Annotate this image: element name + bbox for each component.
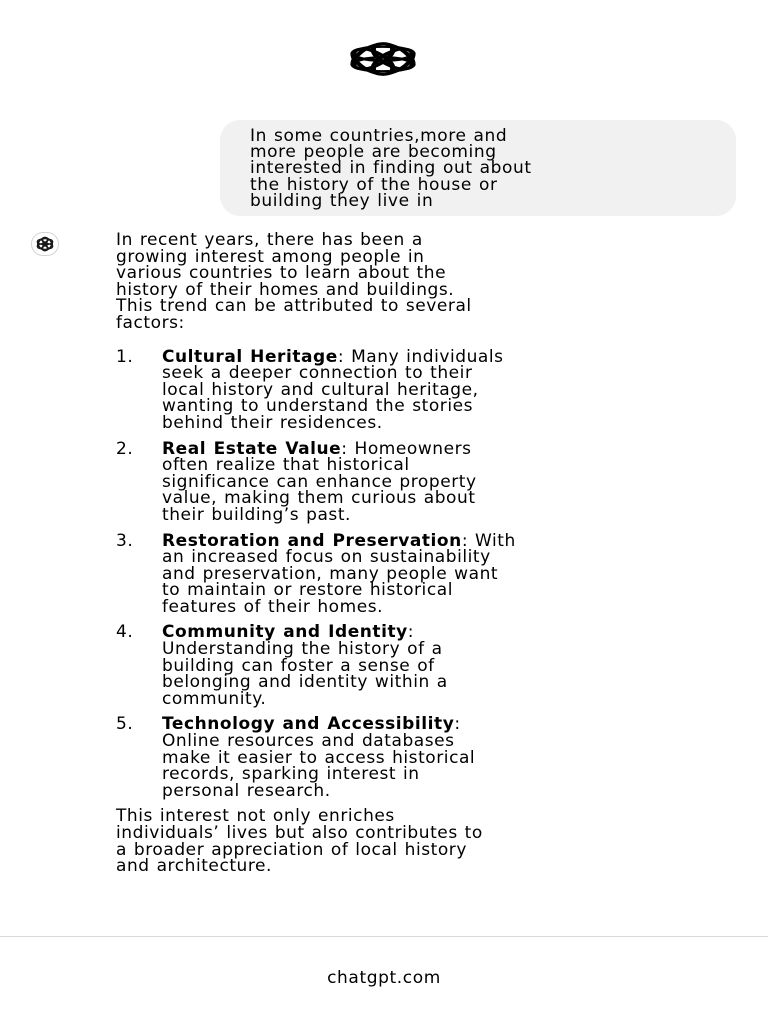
factor-text-line: their building’s past. [162, 504, 352, 525]
factor-text-line: : Many individuals [337, 346, 504, 367]
factor-number: 2. [116, 438, 134, 459]
user-message-line: the history of the house or [250, 174, 498, 195]
reply-outro-line: This interest not only enriches [116, 806, 395, 827]
factor-number: 4. [116, 622, 134, 643]
reply-intro-line: history of their homes and buildings. [116, 279, 455, 300]
factor-text-line: often realize that historical [162, 455, 410, 476]
factor-text-line: local history and cultural heritage, [162, 379, 479, 400]
reply-intro-line: This trend can be attributed to several [116, 296, 472, 317]
factor-text-line: : With [461, 530, 516, 551]
factor-text-line: features of their homes. [162, 596, 384, 617]
user-message-line: In some countries,more and [250, 126, 508, 146]
factor-item [116, 346, 716, 433]
user-message-line: building they live in [250, 190, 434, 211]
reply-outro-line: a broader appreciation of local history [116, 839, 467, 860]
factor-number: 3. [116, 530, 134, 551]
reply-intro [116, 232, 716, 332]
factor-text-line: : [454, 714, 461, 735]
assistant-reply [116, 232, 716, 875]
reply-outro-line: individuals’ lives but also contributes to [116, 823, 483, 843]
factor-number: 5. [116, 714, 134, 735]
factor-list [116, 346, 716, 801]
factor-number: 1. [116, 346, 134, 367]
factor-text-line: seek a deeper connection to their [162, 363, 473, 384]
factor-text-line: value, making them curious about [162, 488, 476, 509]
reply-intro-line: In recent years, there has been a [116, 230, 423, 250]
factor-text-line: to maintain or restore historical [162, 580, 453, 601]
factor-text-line: Online resources and databases [162, 731, 455, 752]
factor-title: Community and Identity [162, 622, 408, 643]
factor-text-line: belonging and identity within a [162, 672, 448, 693]
factor-text-line: wanting to understand the stories [162, 396, 474, 417]
footer-divider [0, 936, 768, 937]
factor-text-line: personal research. [162, 780, 331, 801]
factor-text-line: significance can enhance property [162, 471, 477, 492]
reply-intro-line: factors: [116, 312, 185, 333]
factor-title: Technology and Accessibility [162, 714, 455, 735]
user-message-bubble [220, 120, 736, 216]
factor-text-line: an increased focus on sustainability [162, 547, 491, 568]
user-message-line: interested in finding out about [250, 158, 532, 179]
reply-outro-line: and architecture. [116, 856, 273, 877]
user-message-line: more people are becoming [250, 142, 497, 163]
factor-title: Restoration and Preservation [162, 530, 462, 551]
factor-text-line: behind their residences. [162, 412, 383, 433]
factor-item [116, 530, 716, 617]
factor-text-line: : Homeowners [341, 438, 472, 459]
factor-text-line: community. [162, 688, 267, 709]
factor-text-line: make it easier to access historical [162, 747, 476, 768]
openai-knot-avatar-icon [31, 232, 59, 256]
footer-domain-link[interactable]: chatgpt.com [327, 968, 441, 988]
factor-title: Real Estate Value [162, 438, 342, 459]
reply-intro-line: various countries to learn about the [116, 263, 447, 284]
reply-outro [116, 806, 716, 877]
factor-text-line: records, sparking interest in [162, 764, 420, 785]
factor-text-line: and preservation, many people want [162, 563, 499, 584]
openai-knot-logo-icon [330, 34, 436, 84]
reply-intro-line: growing interest among people in [116, 246, 425, 267]
factor-text-line: Understanding the history of a [162, 639, 443, 660]
factor-text-line: building can foster a sense of [162, 655, 435, 676]
factor-item [116, 624, 716, 707]
factor-item [116, 716, 716, 799]
factor-item [116, 438, 716, 525]
factor-title: Cultural Heritage [162, 346, 338, 367]
factor-text-line: : [407, 622, 415, 643]
